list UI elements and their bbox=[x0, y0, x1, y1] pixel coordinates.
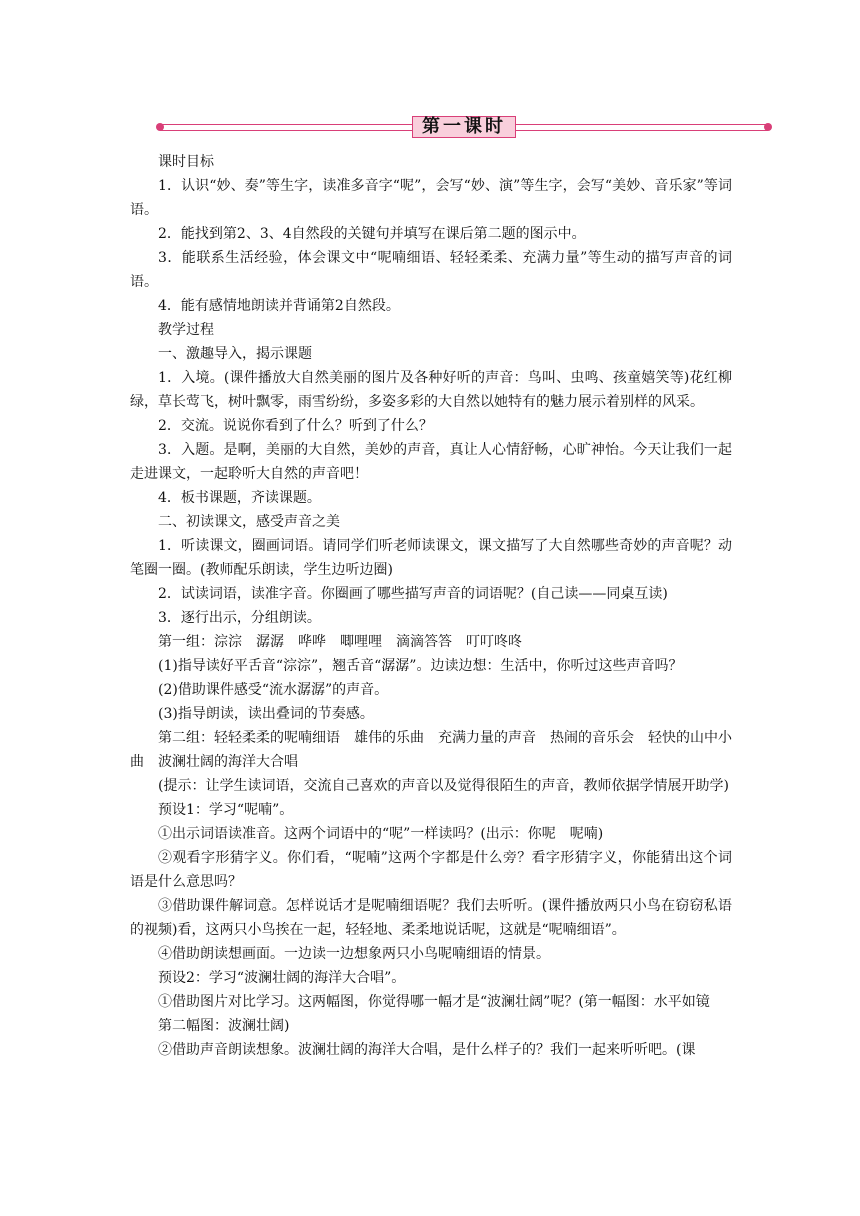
body-paragraph: (提示：让学生读词语，交流自己喜欢的声音以及觉得很陌生的声音，教师依据学情展开助学) bbox=[158, 778, 729, 794]
body-paragraph: ①借助图片对比学习。这两幅图，你觉得哪一幅才是“波澜壮阔”呢？(第一幅图：水平如镜 bbox=[158, 994, 710, 1010]
header-rule bbox=[160, 124, 412, 125]
body-paragraph: ①出示词语读准音。这两个词语中的“呢”一样读吗？(出示：你呢 呢喃) bbox=[158, 826, 604, 842]
body-paragraph: 4．板书课题，齐读课题。 bbox=[158, 490, 321, 506]
preset-heading: 预设2：学习“波澜壮阔的海洋大合唱”。 bbox=[158, 970, 406, 986]
body-paragraph: 2．交流。说说你看到了什么？听到了什么？ bbox=[158, 418, 433, 434]
goal-item: 2．能找到第2、3、4自然段的关键句并填写在课后第二题的图示中。 bbox=[158, 226, 586, 242]
body-paragraph: 1．入境。(课件播放大自然美丽的图片及各种好听的声音：鸟叫、虫鸣、孩童嬉笑等)花红柳绿，草长莺飞，树叶飘零，雨雪纷纷，多姿多彩的大自然以她特有的魅力展示着别样的风采。 bbox=[130, 370, 732, 410]
section-heading-process: 教学过程 bbox=[158, 322, 214, 338]
lesson-header bbox=[160, 116, 768, 140]
goal-item: 1．认识“妙、奏”等生字，读准多音字“呢”，会写“妙、演”等生字，会写“美妙、音乐家”等词语。 bbox=[130, 178, 732, 218]
body-paragraph: ②观看字形猜字义。你们看，“呢喃”这两个字都是什么旁？看字形猜字义，你能猜出这个词语是什么意思吗？ bbox=[130, 850, 732, 890]
body-paragraph: 1．听读课文，圈画词语。请同学们听老师读课文，课文描写了大自然哪些奇妙的声音呢？动笔圈一圈。(教师配乐朗读，学生边听边圈) bbox=[130, 538, 732, 578]
header-rule bbox=[516, 124, 768, 125]
body-paragraph: ②借助声音朗读想象。波澜壮阔的海洋大合唱，是什么样子的？我们一起来听听吧。(课 bbox=[158, 1042, 696, 1058]
section-heading-goals: 课时目标 bbox=[158, 154, 214, 170]
step-heading: 一、激趣导入，揭示课题 bbox=[158, 346, 312, 362]
body-paragraph: 第二幅图：波澜壮阔) bbox=[158, 1018, 290, 1034]
body-paragraph: ④借助朗读想画面。一边读一边想象两只小鸟呢喃细语的情景。 bbox=[158, 946, 550, 962]
body-paragraph: 3．逐行出示，分组朗读。 bbox=[158, 610, 321, 626]
header-dot bbox=[764, 123, 772, 131]
body-paragraph: (1)指导读好平舌音“淙淙”，翘舌音“潺潺”。边读边想：生活中，你听过这些声音吗？ bbox=[158, 658, 683, 674]
word-group: 第一组：淙淙 潺潺 哗哗 唧哩哩 滴滴答答 叮叮咚咚 bbox=[158, 634, 522, 650]
body-paragraph: 2．试读词语，读准字音。你圈画了哪些描写声音的词语呢？(自己读——同桌互读) bbox=[158, 586, 668, 602]
step-heading: 二、初读课文，感受声音之美 bbox=[158, 514, 340, 530]
header-rule bbox=[516, 130, 768, 131]
body-paragraph: (3)指导朗读，读出叠词的节奏感。 bbox=[158, 706, 374, 722]
body-paragraph: 3．入题。是啊，美丽的大自然，美妙的声音，真让人心情舒畅，心旷神怡。今天让我们一起走进课文，一起聆听大自然的声音吧！ bbox=[130, 442, 732, 482]
body-paragraph: ③借助课件解词意。怎样说话才是呢喃细语呢？我们去听听。(课件播放两只小鸟在窃窃私语的视频)看，这两只小鸟挨在一起，轻轻地、柔柔地说话呢，这就是“呢喃细语”。 bbox=[130, 898, 732, 938]
lesson-body bbox=[130, 150, 732, 1062]
goal-item: 4．能有感情地朗读并背诵第2自然段。 bbox=[158, 298, 400, 314]
header-dot bbox=[156, 123, 164, 131]
preset-heading: 预设1：学习“呢喃”。 bbox=[158, 802, 294, 818]
word-group: 第二组：轻轻柔柔的呢喃细语 雄伟的乐曲 充满力量的声音 热闹的音乐会 轻快的山中小曲 波澜壮阔的海洋大合唱 bbox=[130, 730, 732, 770]
body-paragraph: (2)借助课件感受“流水潺潺”的声音。 bbox=[158, 682, 389, 698]
lesson-title: 第一课时 bbox=[412, 116, 516, 138]
goal-item: 3．能联系生活经验，体会课文中“呢喃细语、轻轻柔柔、充满力量”等生动的描写声音的词语。 bbox=[130, 250, 732, 290]
header-rule bbox=[160, 130, 412, 131]
